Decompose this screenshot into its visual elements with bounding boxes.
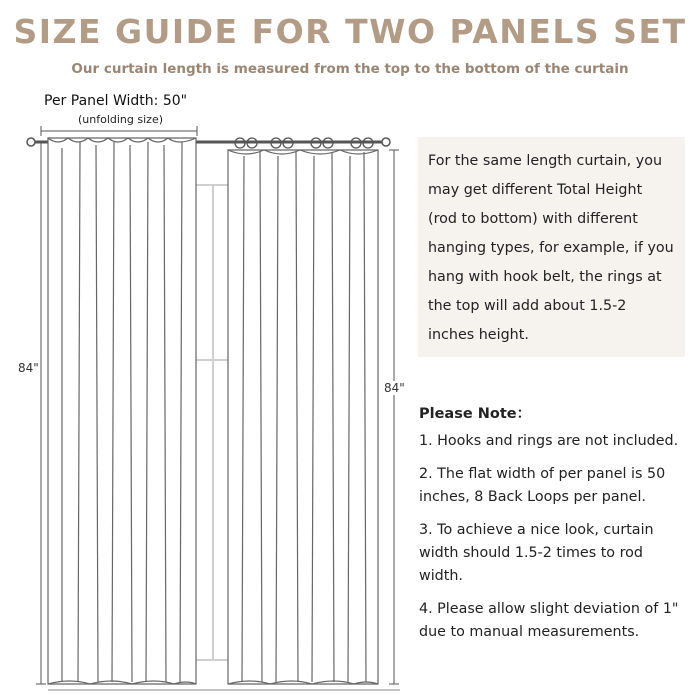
panel-width-note: (unfolding size)	[78, 113, 164, 126]
note-item: 3. To achieve a nice look, curtain width should 1.5-2 times to rod width.	[419, 522, 654, 584]
right-curtain-panel	[228, 150, 378, 684]
note-item: 4. Please allow slight deviation of 1" due to manual measurements.	[419, 601, 679, 640]
note-heading: Please Note：	[419, 406, 532, 422]
note-item: 2. The flat width of per panel is 50 inches, 8 Back Loops per panel.	[419, 466, 666, 505]
width-dimension	[41, 126, 197, 136]
left-length-dimension	[36, 142, 46, 684]
left-curtain-panel	[48, 138, 196, 684]
right-length-label: 84"	[384, 381, 405, 395]
panel-width-label: Per Panel Width: 50"	[44, 93, 188, 109]
left-length-label: 84"	[18, 361, 39, 375]
hanging-info-box	[418, 137, 685, 357]
notes-list	[419, 430, 689, 654]
hanging-info-text: For the same length curtain, you may get different Total Height (rod to bottom) with different hanging types, for example, if you hang with hook belt, the rings at the top will add about 1.5-2 inches height.	[428, 153, 674, 343]
window-frame	[194, 185, 232, 660]
note-item: 1. Hooks and rings are not included.	[419, 433, 679, 449]
page-subtitle: Our curtain length is measured from the top to the bottom of the curtain	[71, 61, 629, 77]
page-title: SIZE GUIDE FOR TWO PANELS SET	[13, 12, 687, 51]
right-length-dimension	[389, 150, 399, 684]
